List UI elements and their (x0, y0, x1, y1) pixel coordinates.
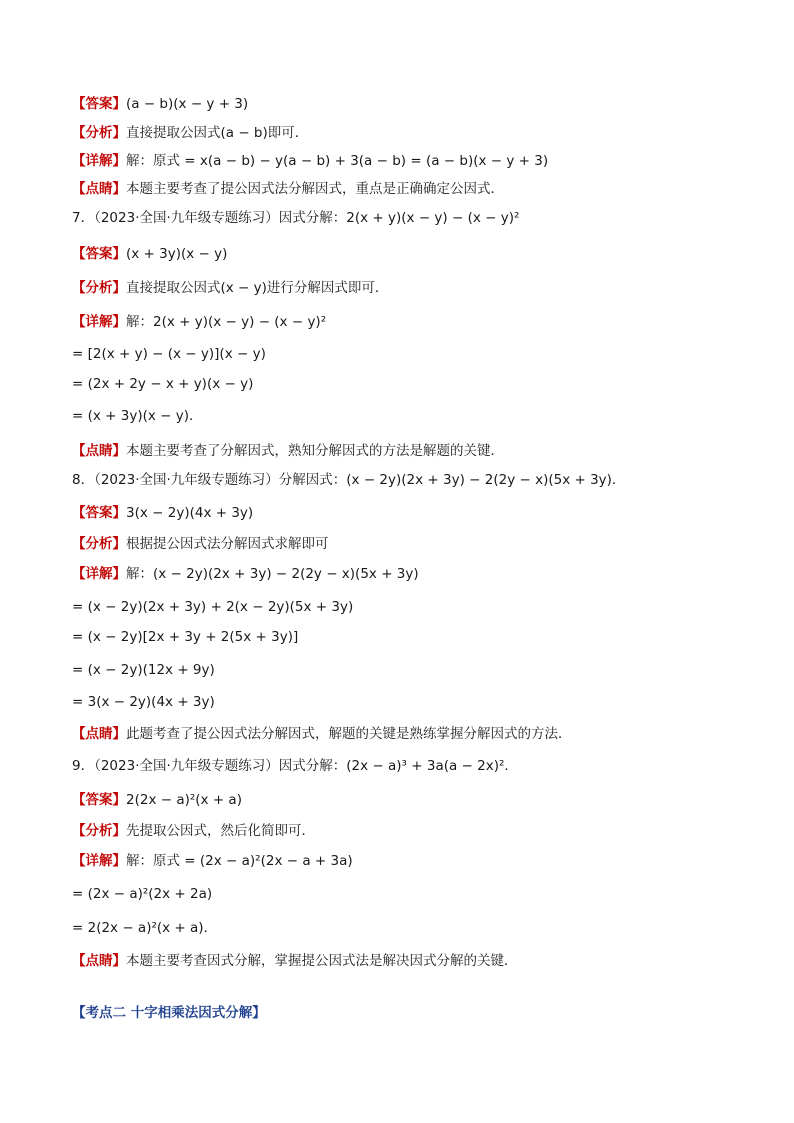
detail-line (72, 851, 732, 871)
answer-tag: 【答案】 (72, 792, 126, 808)
step-text: = (x + 3y)(x − y)． (72, 408, 203, 424)
comment-tag: 【点睛】 (72, 953, 126, 969)
answer-tag: 【答案】 (72, 505, 126, 521)
derivation-step (72, 660, 732, 680)
step-text: = (2x + 2y − x + y)(x − y) (72, 376, 254, 392)
derivation-step (72, 884, 732, 904)
answer-text: 3(x − 2y)(4x + 3y) (126, 505, 254, 521)
comment-line (72, 951, 732, 971)
derivation-step (72, 627, 732, 647)
analysis-tag: 【分析】 (72, 536, 126, 552)
step-text: = [2(x + y) − (x − y)](x − y) (72, 346, 266, 362)
answer-tag: 【答案】 (72, 246, 126, 262)
comment-text: 此题考查了提公因式法分解因式，解题的关键是熟练掌握分解因式的方法． (126, 726, 572, 742)
derivation-step (72, 406, 732, 426)
comment-text: 本题主要考查了分解因式，熟知分解因式的方法是解题的关键． (126, 443, 504, 459)
question-line (72, 470, 732, 490)
comment-text: 本题主要考查了提公因式法分解因式，重点是正确确定公因式． (126, 181, 504, 197)
section-heading (72, 1003, 732, 1023)
comment-line (72, 179, 732, 199)
comment-tag: 【点睛】 (72, 181, 126, 197)
step-text: = 2(2x − a)²(x + a)． (72, 920, 218, 936)
detail-text: 解：原式 = x(a − b) − y(a − b) + 3(a − b) = (a − b)(x − y + 3) (126, 153, 549, 169)
analysis-line (72, 821, 732, 841)
comment-line (72, 724, 732, 744)
detail-text: 解：(x − 2y)(2x + 3y) − 2(2y − x)(5x + 3y) (126, 566, 419, 582)
analysis-line (72, 534, 732, 554)
question-line (72, 208, 732, 228)
section-text: 【考点二 十字相乘法因式分解】 (72, 1005, 266, 1021)
comment-text: 本题主要考查因式分解，掌握提公因式法是解决因式分解的关键． (126, 953, 518, 969)
analysis-tag: 【分析】 (72, 280, 126, 296)
answer-line (72, 244, 732, 264)
detail-tag: 【详解】 (72, 314, 126, 330)
step-text: = (x − 2y)(2x + 3y) + 2(x − 2y)(5x + 3y) (72, 599, 354, 615)
derivation-step (72, 918, 732, 938)
detail-line (72, 564, 732, 584)
analysis-line (72, 123, 732, 143)
comment-line (72, 441, 732, 461)
derivation-step (72, 344, 732, 364)
detail-tag: 【详解】 (72, 153, 126, 169)
derivation-step (72, 597, 732, 617)
detail-line (72, 151, 732, 171)
comment-tag: 【点睛】 (72, 726, 126, 742)
question-line (72, 756, 732, 776)
derivation-step (72, 374, 732, 394)
comment-tag: 【点睛】 (72, 443, 126, 459)
detail-tag: 【详解】 (72, 566, 126, 582)
detail-tag: 【详解】 (72, 853, 126, 869)
analysis-line (72, 278, 732, 298)
answer-line (72, 94, 732, 114)
detail-text: 解：原式 = (2x − a)²(2x − a + 3a) (126, 853, 353, 869)
answer-tag: 【答案】 (72, 96, 126, 112)
question-text: 9．（2023·全国·九年级专题练习）因式分解：(2x − a)³ + 3a(a − 2x)²． (72, 758, 518, 774)
analysis-text: 根据提公因式法分解因式求解即可 (126, 536, 329, 552)
analysis-text: 直接提取公因式(x − y)进行分解因式即可． (126, 280, 389, 296)
answer-line (72, 790, 732, 810)
analysis-tag: 【分析】 (72, 823, 126, 839)
analysis-tag: 【分析】 (72, 125, 126, 141)
answer-text: (x + 3y)(x − y) (126, 246, 228, 262)
step-text: = 3(x − 2y)(4x + 3y) (72, 694, 215, 710)
answer-text: 2(2x − a)²(x + a) (126, 792, 242, 808)
detail-text: 解：2(x + y)(x − y) − (x − y)² (126, 314, 327, 330)
analysis-text: 先提取公因式，然后化简即可． (126, 823, 315, 839)
step-text: = (x − 2y)[2x + 3y + 2(5x + 3y)] (72, 629, 299, 645)
analysis-text: 直接提取公因式(a − b)即可． (126, 125, 309, 141)
derivation-step (72, 692, 732, 712)
detail-line (72, 312, 732, 332)
question-text: 7．（2023·全国·九年级专题练习）因式分解：2(x + y)(x − y) − (x − y)² (72, 210, 520, 226)
answer-text: (a − b)(x − y + 3) (126, 96, 249, 112)
answer-line (72, 503, 732, 523)
question-text: 8．（2023·全国·九年级专题练习）分解因式：(x − 2y)(2x + 3y) − 2(2y − x)(5x + 3y)． (72, 472, 626, 488)
step-text: = (x − 2y)(12x + 9y) (72, 662, 215, 678)
step-text: = (2x − a)²(2x + 2a) (72, 886, 213, 902)
